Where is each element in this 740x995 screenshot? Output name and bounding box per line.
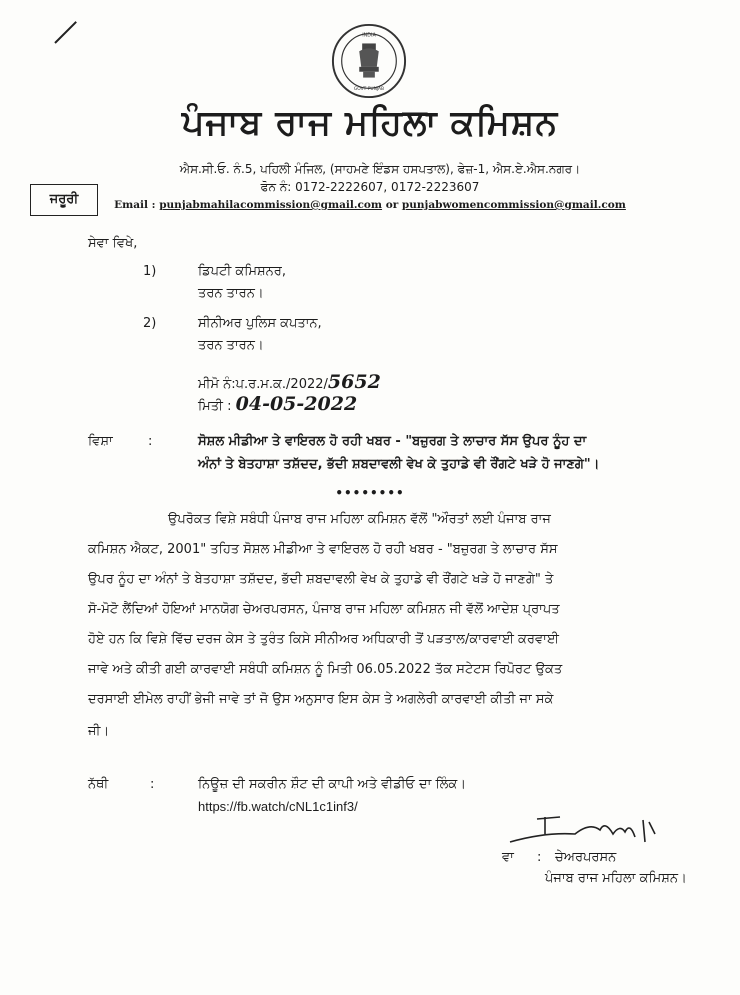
office-address: ਐਸ.ਸੀ.ਓ. ਨੰ.5, ਪਹਿਲੀ ਮੰਜਿਲ, (ਸਾਹਮਣੇ ਇੰਡਸ ਹਸਪਤਾਲ), ਫੇਜ਼-1, ਐਸ.ਏ.ਐਸ.ਨਗਰ। <box>179 162 581 176</box>
memo-label: ਮੀਮੋ ਨੰ:ਪ.ਰ.ਮ.ਕ./2022/ <box>198 377 328 392</box>
page-title: ਪੰਜਾਬ ਰਾਜ ਮਹਿਲਾ ਕਮਿਸ਼ਨ <box>181 103 559 143</box>
body-line-2: ਕਮਿਸ਼ਨ ਐਕਟ, 2001" ਤਹਿਤ ਸੋਸ਼ਲ ਮੀਡੀਆ ਤੇ ਵਾਇਰਲ ਹੋ ਰਹੀ ਖਬਰ - "ਬਜ਼ੁਰਗ ਤੇ ਲਾਚਾਰ ਸੱਸ <box>88 542 558 557</box>
body-line-4: ਸੋ-ਮੋਟੋ ਲੈਂਦਿਆਂ ਹੋਇਆਂ ਮਾਨਯੋਗ ਚੇਅਰਪਰਸਨ, ਪੰਜਾਬ ਰਾਜ ਮਹਿਲਾ ਕਮਿਸ਼ਨ ਜੀ ਵੱਲੋਂ ਆਦੇਸ਼ ਪ੍ਰਾਪਤ <box>88 602 560 617</box>
signature-role: ਚੇਅਰਪਰਸਨ <box>555 850 617 865</box>
body-line-7: ਦਰਸਾਈ ਈਮੇਲ ਰਾਹੀਂ ਭੇਜੀ ਜਾਵੇ ਤਾਂ ਜੋ ਉਸ ਅਨੁਸਾਰ ਇਸ ਕੇਸ ਤੇ ਅਗਲੇਰੀ ਕਾਰਵਾਈ ਕੀਤੀ ਜਾ ਸਕੇ <box>88 692 554 707</box>
handwritten-signature <box>505 812 665 852</box>
date-line <box>198 394 357 417</box>
body-line-6: ਜਾਵੇ ਅਤੇ ਕੀਤੀ ਗਈ ਕਾਰਵਾਈ ਸਬੰਧੀ ਕਮਿਸ਼ਨ ਨੂੰ ਮਿਤੀ 06.05.2022 ਤੱਕ ਸਟੇਟਸ ਰਿਪੋਰਟ ਉਕਤ <box>88 662 563 677</box>
body-line-8: ਜੀ। <box>88 724 110 739</box>
memo-number: 5652 <box>327 371 381 393</box>
subject-line-1: ਸੋਸ਼ਲ ਮੀਡੀਆ ਤੇ ਵਾਇਰਲ ਹੋ ਰਹੀ ਖਬਰ - "ਬਜ਼ੁਰਗ ਤੇ ਲਾਚਾਰ ਸੱਸ ਉਪਰ ਨੂੰਹ ਦਾ <box>198 434 587 449</box>
signature-org: ਪੰਜਾਬ ਰਾਜ ਮਹਿਲਾ ਕਮਿਸ਼ਨ। <box>545 871 687 886</box>
recipient-num-2: 2) <box>143 316 157 331</box>
subject-colon: : <box>148 434 153 449</box>
recipient-line-2a: ਸੀਨੀਅਰ ਪੁਲਿਸ ਕਪਤਾਨ, <box>198 316 322 331</box>
emblem-seal-icon <box>330 22 408 100</box>
svg-text:INDIA: INDIA <box>362 32 376 39</box>
phone-numbers: ਫੋਨ ਨੰ: 0172-2222607, 0172-2223607 <box>260 180 480 194</box>
recipient-line-2b: ਤਰਨ ਤਾਰਨ। <box>198 338 264 353</box>
svg-text:GOVT PUNJAB: GOVT PUNJAB <box>353 87 385 93</box>
email-link-2[interactable]: punjabwomencommission@gmail.com <box>401 199 626 211</box>
memo-date: 04-05-2022 <box>235 393 358 415</box>
body-line-1: ਉਪਰੋਕਤ ਵਿਸ਼ੇ ਸਬੰਧੀ ਪੰਜਾਬ ਰਾਜ ਮਹਿਲਾ ਕਮਿਸ਼ਨ ਵੱਲੋਂ "ਔਰਤਾਂ ਲਈ ਪੰਜਾਬ ਰਾਜ <box>168 512 551 527</box>
subject-line-2: ਅੰਨਾਂ ਤੇ ਬੇਤਹਾਸ਼ਾ ਤਸ਼ੱਦਦ, ਭੱਦੀ ਸ਼ਬਦਾਵਲੀ ਵੇਖ ਕੇ ਤੁਹਾਡੇ ਵੀ ਰੌਂਗਟੇ ਖੜੇ ਹੋ ਜਾਣਗੇ"। <box>198 457 600 472</box>
urgent-stamp: ਜਰੂਰੀ <box>30 184 98 216</box>
email-line <box>0 199 740 211</box>
email-or: or <box>385 199 399 211</box>
enclosure-colon: : <box>150 777 155 792</box>
signature-prefix: ਵਾ <box>502 850 514 865</box>
enclosure-link[interactable]: https://fb.watch/cNL1c1inf3/ <box>198 799 358 814</box>
salutation: ਸੇਵਾ ਵਿਖੇ, <box>88 236 138 251</box>
recipient-line-1a: ਡਿਪਟੀ ਕਮਿਸ਼ਨਰ, <box>198 264 286 279</box>
enclosure-text: ਨਿਊਜ਼ ਦੀ ਸਕਰੀਨ ਸ਼ੌਟ ਦੀ ਕਾਪੀ ਅਤੇ ਵੀਡੀਓ ਦਾ ਲਿੰਕ। <box>198 777 467 792</box>
pen-mark <box>54 21 77 44</box>
memo-line <box>198 372 381 395</box>
separator-dots: •••••••• <box>335 486 405 500</box>
recipient-num-1: 1) <box>143 264 157 279</box>
subject-label: ਵਿਸ਼ਾ <box>88 434 113 449</box>
signature-colon: : <box>537 850 542 865</box>
body-line-3: ਉਪਰ ਨੂੰਹ ਦਾ ਅੰਨਾਂ ਤੇ ਬੇਤਹਾਸ਼ਾ ਤਸ਼ੱਦਦ, ਭੱਦੀ ਸ਼ਬਦਾਵਲੀ ਵੇਖ ਕੇ ਤੁਹਾਡੇ ਵੀ ਰੌਂਗਟੇ ਖੜੇ ਹੋ ਜਾਣਗੇ" ਤੇ <box>88 572 554 587</box>
email-link-1[interactable]: punjabmahilacommission@gmail.com <box>159 199 383 211</box>
enclosure-label: ਨੱਥੀ <box>88 777 109 792</box>
body-line-5: ਹੋਏ ਹਨ ਕਿ ਵਿਸ਼ੇ ਵਿੱਚ ਦਰਜ ਕੇਸ ਤੇ ਤੁਰੰਤ ਕਿਸੇ ਸੀਨੀਅਰ ਅਧਿਕਾਰੀ ਤੋਂ ਪੜਤਾਲ/ਕਾਰਵਾਈ ਕਰਵਾਈ <box>88 632 559 647</box>
date-label: ਮਿਤੀ : <box>198 399 232 414</box>
recipient-line-1b: ਤਰਨ ਤਾਰਨ। <box>198 286 264 301</box>
email-label: Email : <box>114 199 156 211</box>
